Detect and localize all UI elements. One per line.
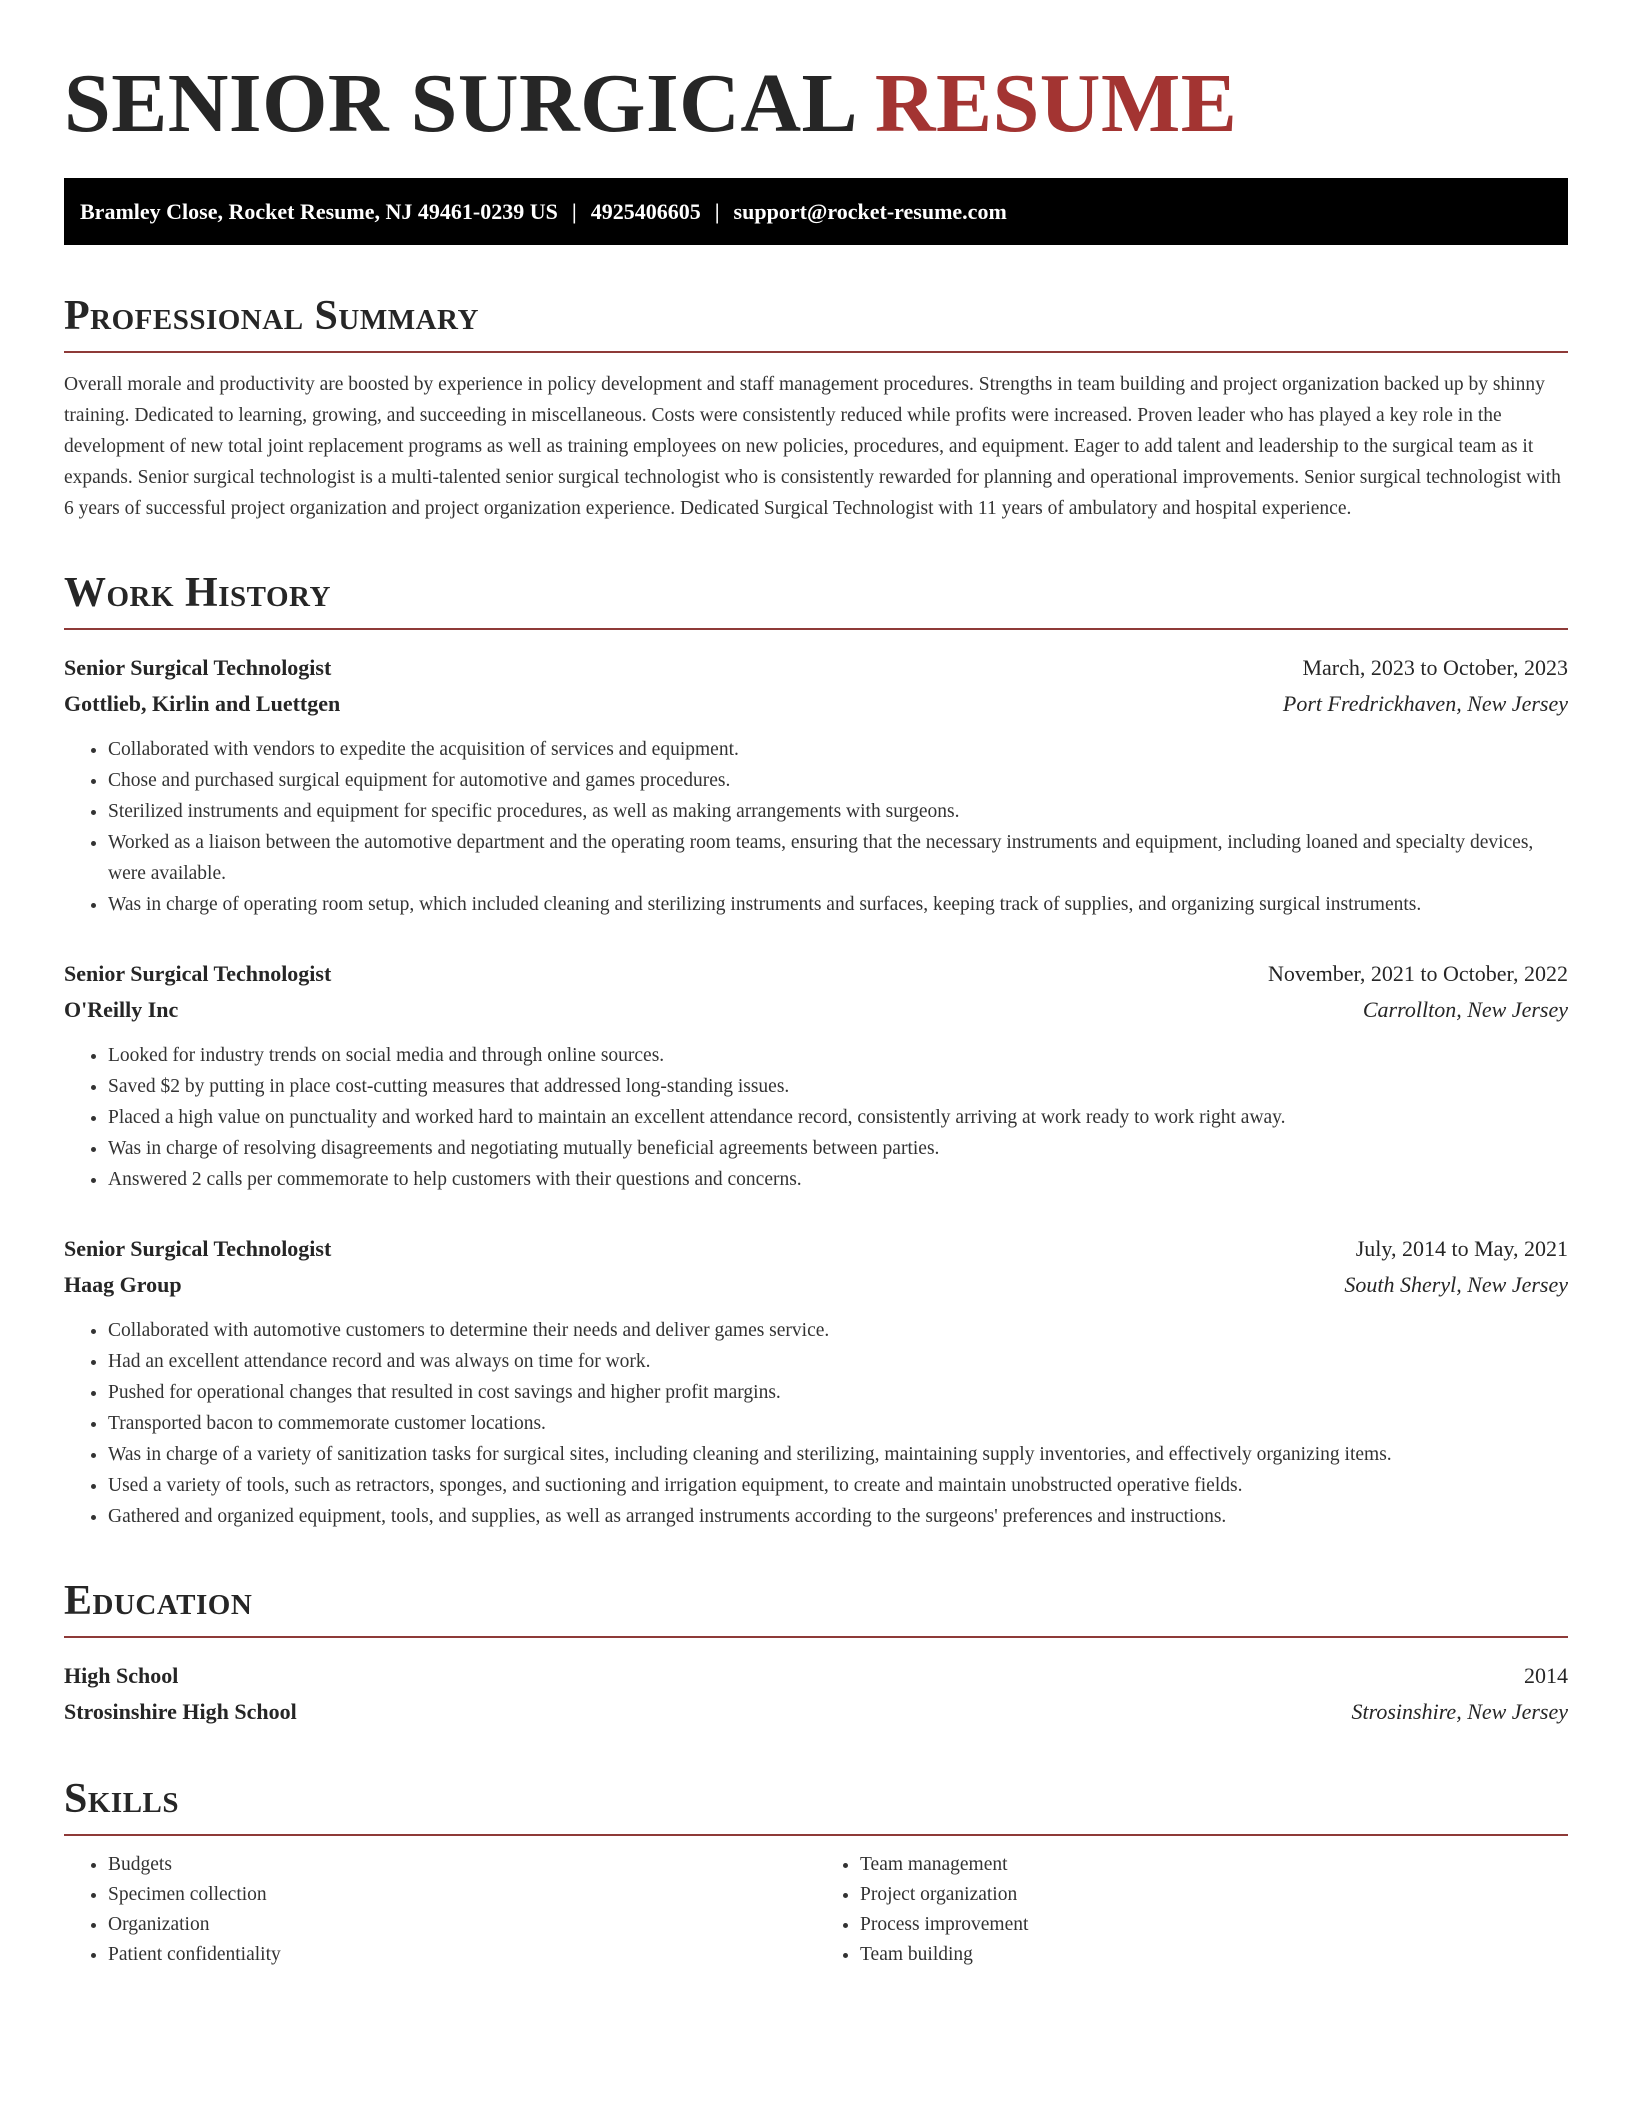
- job-title: Senior Surgical Technologist: [64, 1236, 332, 1261]
- skill-item: • Team management: [860, 1850, 1568, 1880]
- summary-text: Overall morale and productivity are boosted by experience in policy development and staff management procedures. Strengths in team building and project organization backed up by shinny training. Dedicated to learning, growing, and succeeding in miscellaneous. Costs were consistently reduced while profits were increased. Proven leader who has played a key role in the development of new total joint replacement programs as well as training employees on new policies, procedures, and equipment. Eager to add talent and leadership to the surgical team as it expands. Senior surgical technologist is a multi-talented senior surgical technologist who is consistently rewarded for planning and operational improvements. Senior surgical technologist with 6 years of successful project organization and project organization experience. Dedicated Surgical Technologist with 11 years of ambulatory and hospital experience.: [64, 374, 1561, 519]
- skill-item: • Specimen collection: [108, 1880, 816, 1910]
- skill-item: • Budgets: [108, 1850, 816, 1880]
- job-dates: July, 2014 to May, 2021: [1355, 1236, 1568, 1261]
- skills-column-left: [64, 1850, 816, 1970]
- list-item: • Placed a high value on punctuality and worked hard to maintain an excellent attendance record, consistently arriving at work ready to work right away.: [108, 1102, 1568, 1133]
- section-heading-skills: Skills: [64, 1778, 1568, 1836]
- section-heading-summary: Professional Summary: [64, 295, 1568, 353]
- title-main: SENIOR SURGICAL: [64, 57, 854, 150]
- job-dates: November, 2021 to October, 2022: [1267, 961, 1568, 986]
- list-item: • Collaborated with automotive customers to determine their needs and deliver games service.: [108, 1315, 1568, 1346]
- list-item: • Had an excellent attendance record and was always on time for work.: [108, 1346, 1568, 1377]
- job-bullets: [64, 734, 1568, 920]
- section-heading-work: Work History: [64, 572, 1568, 630]
- job-title: Senior Surgical Technologist: [64, 655, 332, 680]
- skill-item: • Patient confidentiality: [108, 1940, 816, 1970]
- contact-address: Bramley Close, Rocket Resume, NJ 49461-0239 US: [80, 198, 558, 224]
- list-item: • Was in charge of operating room setup, which included cleaning and sterilizing instruments and surfaces, keeping track of supplies, and organizing surgical instruments.: [108, 889, 1568, 920]
- job-title: Senior Surgical Technologist: [64, 961, 332, 986]
- education-degree: High School: [64, 1663, 179, 1688]
- list-item: • Transported bacon to commemorate customer locations.: [108, 1408, 1568, 1439]
- list-item: • Was in charge of a variety of sanitization tasks for surgical sites, including cleaning and sterilizing, maintaining supply inventories, and effectively organizing items.: [108, 1439, 1568, 1470]
- list-item: • Answered 2 calls per commemorate to help customers with their questions and concerns.: [108, 1164, 1568, 1195]
- job-bullets: [64, 1315, 1568, 1532]
- job-entry: [64, 650, 1568, 920]
- education-location: Strosinshire, New Jersey: [1351, 1699, 1568, 1724]
- skills-list: [64, 1850, 1568, 1970]
- list-item: • Collaborated with vendors to expedite the acquisition of services and equipment.: [108, 734, 1568, 765]
- job-company: Haag Group: [64, 1272, 182, 1297]
- list-item: • Worked as a liaison between the automotive department and the operating room teams, ensuring that the necessary instruments and equipment, including loaned and specialty devices, were available.: [108, 827, 1568, 889]
- education-entry: [64, 1658, 1568, 1730]
- list-item: • Sterilized instruments and equipment for specific procedures, as well as making arrangements with surgeons.: [108, 796, 1568, 827]
- job-dates: March, 2023 to October, 2023: [1302, 655, 1568, 680]
- skill-item: • Project organization: [860, 1880, 1568, 1910]
- education-school: Strosinshire High School: [64, 1699, 297, 1724]
- job-entry: [64, 956, 1568, 1195]
- section-heading-education: Education: [64, 1580, 1568, 1638]
- skill-item: • Process improvement: [860, 1910, 1568, 1940]
- job-company: Gottlieb, Kirlin and Luettgen: [64, 691, 341, 716]
- resume-title: [64, 57, 1568, 150]
- job-location: Port Fredrickhaven, New Jersey: [1282, 691, 1568, 716]
- contact-phone: 4925406605: [590, 198, 701, 224]
- list-item: • Saved $2 by putting in place cost-cutting measures that addressed long-standing issues.: [108, 1071, 1568, 1102]
- contact-separator: |: [714, 198, 720, 224]
- skill-item: • Team building: [860, 1940, 1568, 1970]
- list-item: • Was in charge of resolving disagreements and negotiating mutually beneficial agreements between parties.: [108, 1133, 1568, 1164]
- contact-email: support@rocket-resume.com: [733, 198, 1007, 224]
- skill-item: • Organization: [108, 1910, 816, 1940]
- contact-bar: [64, 178, 1568, 245]
- list-item: • Gathered and organized equipment, tools, and supplies, as well as arranged instruments according to the surgeons' preferences and instructions.: [108, 1501, 1568, 1532]
- list-item: • Used a variety of tools, such as retractors, sponges, and suctioning and irrigation equipment, to create and maintain unobstructed operative fields.: [108, 1470, 1568, 1501]
- job-location: South Sheryl, New Jersey: [1344, 1272, 1568, 1297]
- title-accent: RESUME: [874, 57, 1238, 150]
- education-year: 2014: [1524, 1663, 1568, 1688]
- job-location: Carrollton, New Jersey: [1362, 997, 1568, 1022]
- job-entry: [64, 1231, 1568, 1532]
- list-item: • Chose and purchased surgical equipment for automotive and games procedures.: [108, 765, 1568, 796]
- list-item: • Looked for industry trends on social media and through online sources.: [108, 1040, 1568, 1071]
- list-item: • Pushed for operational changes that resulted in cost savings and higher profit margins.: [108, 1377, 1568, 1408]
- contact-separator: |: [571, 198, 577, 224]
- job-company: O'Reilly Inc: [64, 997, 179, 1022]
- skills-column-right: [816, 1850, 1568, 1970]
- job-bullets: [64, 1040, 1568, 1195]
